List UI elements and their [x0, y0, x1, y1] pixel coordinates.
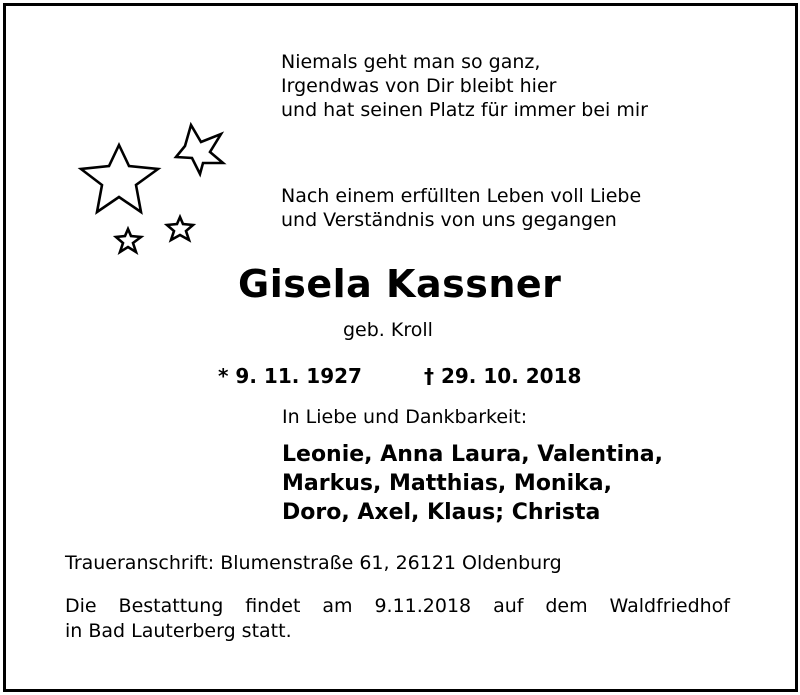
large-star-icon	[81, 145, 158, 212]
funeral-line-1	[65, 594, 730, 619]
poem-line: Irgendwas von Dir bleibt hier	[281, 75, 557, 97]
poem-line: und hat seinen Platz für immer bei mir	[281, 99, 648, 121]
small-star-icon	[116, 229, 141, 252]
mourners-list	[282, 440, 663, 527]
funeral-word: Waldfriedhof	[609, 595, 730, 617]
funeral-word: Die	[65, 595, 97, 617]
funeral-line-2: in Bad Lauterberg statt.	[65, 620, 292, 642]
intro-line: Nach einem erfüllten Leben voll Liebe	[281, 185, 642, 207]
funeral-word: dem	[545, 595, 588, 617]
funeral-word: Bestattung	[118, 595, 224, 617]
deceased-name: Gisela Kassner	[238, 262, 562, 306]
condolence-address: Traueranschrift: Blumenstraße 61, 26121 Oldenburg	[65, 552, 562, 574]
mourners-line: Doro, Axel, Klaus; Christa	[282, 500, 601, 525]
poem-line: Niemals geht man so ganz,	[281, 51, 541, 73]
funeral-info	[65, 594, 730, 644]
intro-line: und Verständnis von uns gegangen	[281, 209, 617, 231]
funeral-word: 9.11.2018	[374, 595, 472, 617]
mourners-line: Markus, Matthias, Monika,	[282, 471, 612, 496]
mourners-line: Leonie, Anna Laura, Valentina,	[282, 442, 664, 467]
death-date: † 29. 10. 2018	[424, 364, 582, 388]
maiden-name: geb. Kroll	[343, 319, 433, 341]
mourners-heading: In Liebe und Dankbarkeit:	[282, 406, 528, 428]
funeral-word: auf	[493, 595, 524, 617]
star-icon	[176, 125, 223, 174]
intro-text	[281, 184, 641, 232]
small-star-icon	[167, 217, 193, 240]
birth-date: * 9. 11. 1927	[218, 364, 362, 388]
funeral-word: findet	[245, 595, 301, 617]
poem	[281, 50, 648, 122]
funeral-word: am	[322, 595, 353, 617]
